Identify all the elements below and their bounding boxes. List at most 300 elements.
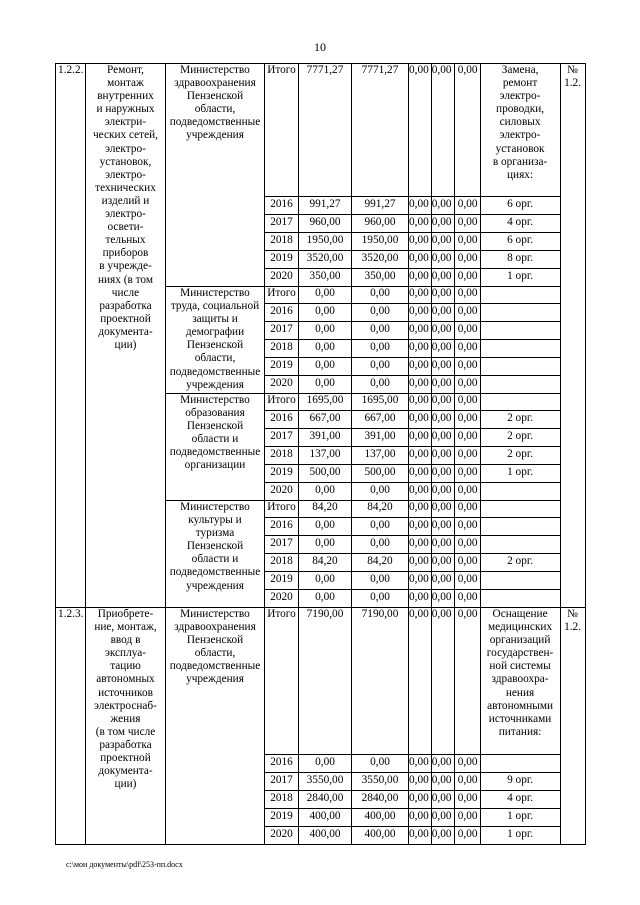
item-name-line: тацию — [110, 660, 141, 673]
item-name-line: ввод в — [110, 634, 141, 647]
table-row — [56, 608, 586, 755]
value-cell: 0,00 — [409, 483, 432, 501]
regional-cell: 1695,00 — [352, 394, 409, 411]
total-cell: 1950,00 — [299, 233, 352, 251]
regional-cell: 0,00 — [352, 572, 409, 590]
item-name-line: разработка — [99, 738, 152, 751]
expected-result-line: ремонт — [502, 77, 538, 90]
year-cell: 2020 — [265, 590, 299, 608]
value-cell: 0,00 — [431, 322, 454, 340]
value-cell: 0,00 — [431, 340, 454, 358]
regional-cell: 3520,00 — [352, 251, 409, 269]
value-cell: 0,00 — [454, 340, 480, 358]
result-note: 2 орг. — [480, 554, 560, 572]
year-cell: 2016 — [265, 411, 299, 429]
value-cell: 0,00 — [454, 572, 480, 590]
value-cell: 0,00 — [409, 608, 432, 755]
result-note: 2 орг. — [480, 447, 560, 465]
total-cell: 0,00 — [299, 287, 352, 304]
ministry-name-line: области и — [191, 433, 239, 446]
value-cell: 0,00 — [431, 536, 454, 554]
regional-cell: 500,00 — [352, 465, 409, 483]
expected-result-line: автономными — [487, 699, 554, 712]
value-cell: 0,00 — [431, 304, 454, 322]
item-name-line: внутренних — [97, 90, 154, 103]
year-cell: Итого — [265, 287, 299, 304]
total-cell: 500,00 — [299, 465, 352, 483]
ministry-name-line: учреждения — [186, 378, 244, 391]
value-cell: 0,00 — [454, 483, 480, 501]
value-cell: 0,00 — [409, 197, 432, 215]
total-cell: 0,00 — [299, 304, 352, 322]
regional-cell: 0,00 — [352, 590, 409, 608]
regional-cell: 0,00 — [352, 376, 409, 394]
result-note — [480, 304, 560, 322]
indicator-ref — [560, 608, 585, 845]
ministry-name-line: Министерство — [180, 64, 250, 76]
regional-cell: 0,00 — [352, 518, 409, 536]
total-cell: 0,00 — [299, 376, 352, 394]
result-note: 4 орг. — [480, 791, 560, 809]
item-name-line: электри- — [104, 116, 147, 129]
expected-result-line: медицинских — [487, 621, 553, 634]
value-cell: 0,00 — [431, 501, 454, 518]
regional-cell: 84,20 — [352, 554, 409, 572]
value-cell: 0,00 — [409, 536, 432, 554]
value-cell: 0,00 — [454, 251, 480, 269]
value-cell: 0,00 — [454, 755, 480, 773]
result-note — [480, 358, 560, 376]
value-cell: 0,00 — [431, 358, 454, 376]
ministry-name-line: Пензенской — [186, 339, 244, 352]
year-cell: 2017 — [265, 429, 299, 447]
year-cell: 2019 — [265, 809, 299, 827]
expected-result-line: проводки, — [496, 103, 545, 116]
value-cell: 0,00 — [431, 215, 454, 233]
regional-cell: 400,00 — [352, 809, 409, 827]
value-cell: 0,00 — [431, 773, 454, 791]
result-note — [480, 501, 560, 518]
regional-cell: 0,00 — [352, 755, 409, 773]
expected-result-line: Оснащение — [492, 608, 548, 620]
ministry-name-line: здравоохранения — [174, 621, 256, 634]
year-cell: 2016 — [265, 755, 299, 773]
year-cell: 2020 — [265, 376, 299, 394]
total-cell: 0,00 — [299, 590, 352, 608]
ministry-name-line: подведомственные — [169, 116, 261, 129]
value-cell: 0,00 — [454, 447, 480, 465]
expected-result-line: силовых — [499, 116, 541, 129]
item-name-line: ции) — [114, 778, 137, 791]
year-cell: 2018 — [265, 554, 299, 572]
ministry-name-line: туризма — [195, 527, 235, 540]
total-cell: 391,00 — [299, 429, 352, 447]
table-row — [56, 64, 586, 197]
ministry-name-line: Пензенской — [186, 634, 244, 647]
value-cell: 0,00 — [431, 251, 454, 269]
item-name-line: проектной — [100, 312, 151, 325]
result-note: 9 орг. — [480, 773, 560, 791]
footer-file-path: c:\мои документы\pdf\253-пп.docx — [66, 860, 183, 869]
ministry-name-line: Пензенской — [186, 420, 244, 433]
year-cell: Итого — [265, 64, 299, 197]
item-name-line: эксплуа- — [104, 647, 147, 660]
result-note — [480, 518, 560, 536]
result-note: 2 орг. — [480, 429, 560, 447]
value-cell: 0,00 — [409, 501, 432, 518]
value-cell: 0,00 — [409, 269, 432, 287]
item-name — [86, 64, 166, 608]
result-note: 4 орг. — [480, 215, 560, 233]
expected-result-line: циях: — [507, 168, 534, 181]
regional-cell: 350,00 — [352, 269, 409, 287]
year-cell: Итого — [265, 501, 299, 518]
total-cell: 0,00 — [299, 755, 352, 773]
item-name-line: разработка — [99, 299, 152, 312]
ministry-name-line: области, — [194, 103, 236, 116]
ministry-name — [166, 501, 265, 608]
item-name-line: установок, — [99, 155, 152, 168]
value-cell: 0,00 — [454, 608, 480, 755]
total-cell: 0,00 — [299, 572, 352, 590]
total-cell: 3550,00 — [299, 773, 352, 791]
indicator-ref-line: № — [567, 64, 578, 76]
value-cell: 0,00 — [431, 64, 454, 197]
result-note: 1 орг. — [480, 269, 560, 287]
item-name-line: электроснаб- — [94, 699, 157, 712]
expected-result-line: здравоохра- — [491, 673, 549, 686]
ministry-name-line: Министерство — [180, 287, 250, 299]
total-cell: 0,00 — [299, 322, 352, 340]
value-cell: 0,00 — [431, 376, 454, 394]
value-cell: 0,00 — [409, 447, 432, 465]
item-name-line: Приобрете- — [97, 608, 154, 620]
year-cell: 2017 — [265, 322, 299, 340]
ministry-name-line: подведомственные — [169, 660, 261, 673]
total-cell: 0,00 — [299, 358, 352, 376]
value-cell: 0,00 — [409, 791, 432, 809]
result-note — [480, 536, 560, 554]
item-name-line: ниях (в том — [97, 273, 154, 286]
ministry-name-line: области, — [194, 647, 236, 660]
ministry-name-line: подведомственные — [169, 365, 261, 378]
item-name-line: документа- — [98, 325, 153, 338]
regional-cell: 0,00 — [352, 340, 409, 358]
item-name-line: ческих сетей, — [93, 129, 158, 142]
regional-cell: 0,00 — [352, 536, 409, 554]
result-note: 6 орг. — [480, 233, 560, 251]
value-cell: 0,00 — [409, 64, 432, 197]
year-cell: 2019 — [265, 251, 299, 269]
total-cell: 0,00 — [299, 483, 352, 501]
item-name-line: технических — [95, 181, 156, 194]
value-cell: 0,00 — [454, 554, 480, 572]
year-cell: 2020 — [265, 269, 299, 287]
total-cell: 400,00 — [299, 827, 352, 845]
regional-cell: 7771,27 — [352, 64, 409, 197]
indicator-ref-line: № — [567, 608, 578, 620]
value-cell: 0,00 — [409, 376, 432, 394]
year-cell: 2016 — [265, 197, 299, 215]
total-cell: 350,00 — [299, 269, 352, 287]
value-cell: 0,00 — [431, 287, 454, 304]
total-cell: 84,20 — [299, 501, 352, 518]
item-name-line: в учрежде- — [99, 260, 152, 273]
result-note: 6 орг. — [480, 197, 560, 215]
regional-cell: 3550,00 — [352, 773, 409, 791]
value-cell: 0,00 — [454, 518, 480, 536]
expected-result-line: в организа- — [492, 155, 548, 168]
value-cell: 0,00 — [454, 215, 480, 233]
result-note — [480, 394, 560, 411]
value-cell: 0,00 — [454, 465, 480, 483]
year-cell: 2017 — [265, 215, 299, 233]
ministry-name-line: Пензенской — [186, 540, 244, 553]
year-cell: 2019 — [265, 465, 299, 483]
regional-cell: 391,00 — [352, 429, 409, 447]
year-cell: 2018 — [265, 233, 299, 251]
regional-cell: 0,00 — [352, 304, 409, 322]
value-cell: 0,00 — [431, 590, 454, 608]
indicator-ref-line: 1.2. — [564, 77, 582, 90]
value-cell: 0,00 — [454, 394, 480, 411]
value-cell: 0,00 — [431, 827, 454, 845]
value-cell: 0,00 — [454, 376, 480, 394]
total-cell: 991,27 — [299, 197, 352, 215]
expected-result-line: Замена, — [501, 64, 539, 76]
item-name-line: документа- — [98, 765, 153, 778]
result-note: 8 орг. — [480, 251, 560, 269]
value-cell: 0,00 — [454, 322, 480, 340]
regional-cell: 1950,00 — [352, 233, 409, 251]
ministry-name-line: образования — [185, 407, 245, 420]
value-cell: 0,00 — [409, 394, 432, 411]
page-number: 10 — [314, 40, 326, 54]
result-note — [480, 376, 560, 394]
year-cell: 2020 — [265, 483, 299, 501]
total-cell: 2840,00 — [299, 791, 352, 809]
ministry-name-line: защиты и — [192, 313, 238, 326]
regional-cell: 0,00 — [352, 322, 409, 340]
item-name-line: электро- — [105, 208, 146, 221]
item-name-line: электро- — [105, 168, 146, 181]
year-cell: 2016 — [265, 518, 299, 536]
result-note: 1 орг. — [480, 827, 560, 845]
item-name-line: автономных — [96, 673, 155, 686]
expected-result-line: питания: — [498, 725, 542, 738]
ministry-name-line: учреждения — [186, 129, 244, 142]
item-name-line: Ремонт, — [107, 64, 144, 76]
year-cell: 2017 — [265, 536, 299, 554]
total-cell: 400,00 — [299, 809, 352, 827]
year-cell: 2018 — [265, 447, 299, 465]
value-cell: 0,00 — [431, 483, 454, 501]
value-cell: 0,00 — [454, 590, 480, 608]
total-cell: 7190,00 — [299, 608, 352, 755]
value-cell: 0,00 — [454, 358, 480, 376]
total-cell: 137,00 — [299, 447, 352, 465]
year-cell: 2020 — [265, 827, 299, 845]
year-cell: Итого — [265, 394, 299, 411]
result-note — [480, 483, 560, 501]
value-cell: 0,00 — [409, 251, 432, 269]
value-cell: 0,00 — [431, 429, 454, 447]
regional-cell: 0,00 — [352, 483, 409, 501]
value-cell: 0,00 — [409, 518, 432, 536]
item-name-line: тельных — [105, 234, 146, 247]
indicator-ref — [560, 64, 585, 608]
value-cell: 0,00 — [409, 322, 432, 340]
item-name-line: проектной — [100, 752, 151, 765]
result-note: 1 орг. — [480, 465, 560, 483]
total-cell: 960,00 — [299, 215, 352, 233]
value-cell: 0,00 — [431, 755, 454, 773]
value-cell: 0,00 — [431, 394, 454, 411]
item-name-line: жения — [110, 712, 141, 725]
ministry-name — [166, 394, 265, 501]
value-cell: 0,00 — [409, 304, 432, 322]
total-cell: 3520,00 — [299, 251, 352, 269]
result-note: 1 орг. — [480, 809, 560, 827]
item-name-line: (в том числе — [95, 725, 156, 738]
value-cell: 0,00 — [431, 447, 454, 465]
ministry-name-line: труда, социальной — [170, 300, 260, 313]
value-cell: 0,00 — [454, 536, 480, 554]
item-name-line: монтаж — [107, 77, 144, 90]
expected-result-line: государствен- — [486, 647, 554, 660]
ministry-name-line: организации — [184, 459, 246, 472]
ministry-name — [166, 64, 265, 287]
year-cell: Итого — [265, 608, 299, 755]
value-cell: 0,00 — [409, 827, 432, 845]
total-cell: 1695,00 — [299, 394, 352, 411]
item-name-line: приборов — [102, 247, 149, 260]
regional-cell: 400,00 — [352, 827, 409, 845]
result-note — [480, 322, 560, 340]
year-cell: 2018 — [265, 791, 299, 809]
regional-cell: 137,00 — [352, 447, 409, 465]
ministry-name-line: области, — [194, 352, 236, 365]
value-cell: 0,00 — [431, 572, 454, 590]
value-cell: 0,00 — [431, 608, 454, 755]
item-name-line: источников — [98, 686, 153, 699]
value-cell: 0,00 — [409, 429, 432, 447]
value-cell: 0,00 — [431, 197, 454, 215]
item-name-line: ции) — [114, 338, 137, 351]
value-cell: 0,00 — [409, 233, 432, 251]
result-note — [480, 340, 560, 358]
value-cell: 0,00 — [431, 269, 454, 287]
ministry-name — [166, 287, 265, 394]
ministry-name-line: подведомственные — [169, 446, 261, 459]
expected-result-line: источниками — [488, 712, 552, 725]
value-cell: 0,00 — [409, 465, 432, 483]
year-cell: 2016 — [265, 304, 299, 322]
value-cell: 0,00 — [409, 358, 432, 376]
item-name-line: ние, монтаж, — [94, 621, 157, 634]
ministry-name-line: демографии — [185, 326, 245, 339]
item-name-line: электро- — [105, 142, 146, 155]
year-cell: 2019 — [265, 572, 299, 590]
expected-result — [480, 608, 560, 755]
value-cell: 0,00 — [454, 429, 480, 447]
value-cell: 0,00 — [431, 465, 454, 483]
expected-result-line: электро- — [499, 90, 541, 103]
ministry-name-line: Министерство — [180, 608, 250, 620]
value-cell: 0,00 — [454, 827, 480, 845]
item-code: 1.2.2. — [56, 64, 86, 608]
value-cell: 0,00 — [409, 809, 432, 827]
value-cell: 0,00 — [409, 411, 432, 429]
ministry-name-line: области и — [191, 553, 239, 566]
value-cell: 0,00 — [431, 233, 454, 251]
regional-cell: 0,00 — [352, 358, 409, 376]
value-cell: 0,00 — [431, 554, 454, 572]
result-note — [480, 590, 560, 608]
ministry-name — [166, 608, 265, 845]
value-cell: 0,00 — [454, 809, 480, 827]
item-name-line: изделий и — [101, 194, 150, 207]
expected-result — [480, 64, 560, 197]
year-cell: 2019 — [265, 358, 299, 376]
value-cell: 0,00 — [409, 572, 432, 590]
year-cell: 2018 — [265, 340, 299, 358]
expected-result-line: организаций — [489, 634, 551, 647]
ministry-name-line: подведомственные — [169, 566, 261, 579]
total-cell: 84,20 — [299, 554, 352, 572]
regional-cell: 84,20 — [352, 501, 409, 518]
expected-result-line: электро- — [499, 129, 541, 142]
result-note — [480, 287, 560, 304]
value-cell: 0,00 — [454, 269, 480, 287]
total-cell: 0,00 — [299, 518, 352, 536]
value-cell: 0,00 — [431, 518, 454, 536]
value-cell: 0,00 — [409, 215, 432, 233]
value-cell: 0,00 — [409, 755, 432, 773]
total-cell: 0,00 — [299, 340, 352, 358]
expected-result-line: нения — [505, 686, 535, 699]
value-cell: 0,00 — [431, 411, 454, 429]
value-cell: 0,00 — [454, 64, 480, 197]
item-name-line: освети- — [107, 221, 144, 234]
value-cell: 0,00 — [454, 197, 480, 215]
value-cell: 0,00 — [454, 304, 480, 322]
total-cell: 0,00 — [299, 536, 352, 554]
regional-cell: 991,27 — [352, 197, 409, 215]
value-cell: 0,00 — [454, 287, 480, 304]
total-cell: 667,00 — [299, 411, 352, 429]
ministry-name-line: учреждения — [186, 579, 244, 592]
program-table — [55, 63, 586, 845]
value-cell: 0,00 — [409, 773, 432, 791]
item-name-line: и наружных — [96, 103, 155, 116]
expected-result-line: установок — [495, 142, 545, 155]
total-cell: 7771,27 — [299, 64, 352, 197]
indicator-ref-line: 1.2. — [564, 621, 582, 634]
value-cell: 0,00 — [409, 287, 432, 304]
item-name — [86, 608, 166, 845]
result-note: 2 орг. — [480, 411, 560, 429]
ministry-name-line: Пензенской — [186, 90, 244, 103]
regional-cell: 0,00 — [352, 287, 409, 304]
value-cell: 0,00 — [409, 590, 432, 608]
item-name-line: числе — [111, 286, 140, 299]
regional-cell: 960,00 — [352, 215, 409, 233]
result-note — [480, 755, 560, 773]
value-cell: 0,00 — [454, 791, 480, 809]
value-cell: 0,00 — [409, 554, 432, 572]
regional-cell: 667,00 — [352, 411, 409, 429]
